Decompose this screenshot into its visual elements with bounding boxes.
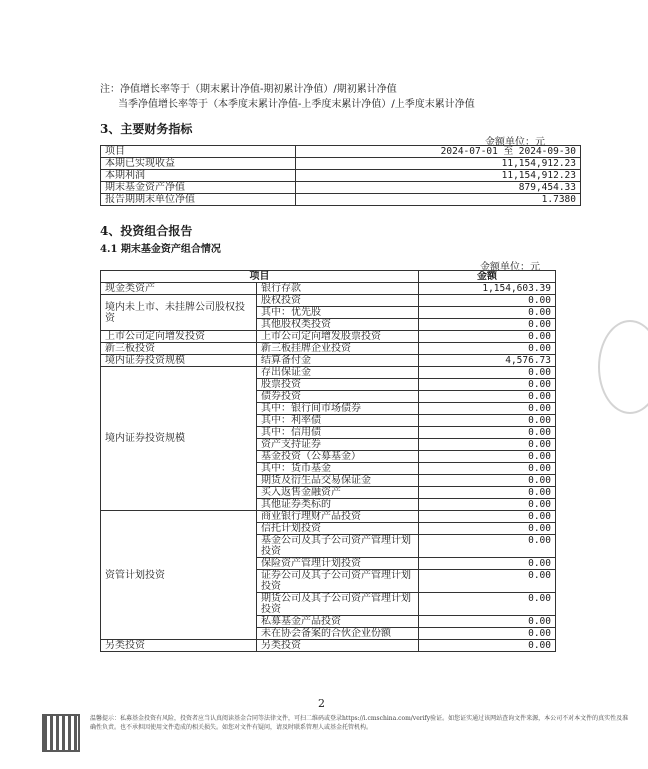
item-value: 0.00	[419, 593, 556, 616]
item-label: 资产支持证券	[257, 439, 419, 451]
item-label: 股权投资	[257, 295, 419, 307]
section-3-unit: 金额单位：元	[485, 137, 545, 148]
item-value: 0.00	[419, 475, 556, 487]
row-value: 879,454.33	[296, 182, 581, 194]
item-label: 银行存款	[257, 283, 419, 295]
item-label: 信托计划投资	[257, 523, 419, 535]
item-label: 保险资产管理计划投资	[257, 558, 419, 570]
footer-disclaimer: 温馨提示：私募基金投资有风险，投资者应当认真阅读基金合同等法律文件，可扫二维码或登录https://i.cmschina.com/verify验证。如您证实通过该网站查询文件来源，本公司不对本文件的真实性及准确性负责。也不承担因使用文件造成的相关损失。如您对文件有疑问，请及时联系管理人或基金托管机构。	[90, 715, 629, 731]
item-value: 0.00	[419, 307, 556, 319]
item-label: 未在协会备案的合伙企业份额	[257, 628, 419, 640]
table-row	[101, 511, 556, 523]
item-value: 0.00	[419, 558, 556, 570]
item-label: 其中：信用债	[257, 427, 419, 439]
item-label: 其中：优先股	[257, 307, 419, 319]
table-row	[101, 295, 556, 307]
item-label: 股票投资	[257, 379, 419, 391]
item-label: 基金投资（公募基金）	[257, 451, 419, 463]
group-label: 境内证券投资规模	[101, 355, 257, 367]
item-value: 0.00	[419, 367, 556, 379]
table-row	[101, 640, 556, 652]
item-label: 结算备付金	[257, 355, 419, 367]
item-value: 0.00	[419, 487, 556, 499]
header-period: 2024-07-01 至 2024-09-30	[296, 146, 581, 158]
item-label: 另类投资	[257, 640, 419, 652]
item-value: 0.00	[419, 570, 556, 593]
group-label: 资管计划投资	[101, 511, 257, 640]
item-label: 买入返售金融资产	[257, 487, 419, 499]
item-label: 商业银行理财产品投资	[257, 511, 419, 523]
item-label: 其中：利率债	[257, 415, 419, 427]
item-label: 其中：银行间市场债券	[257, 403, 419, 415]
group-label: 上市公司定向增发投资	[101, 331, 257, 343]
item-label: 期货及衍生品交易保证金	[257, 475, 419, 487]
item-label: 其他证券类标的	[257, 499, 419, 511]
item-value: 0.00	[419, 523, 556, 535]
row-label: 本期已实现收益	[101, 158, 296, 170]
table-row	[101, 170, 581, 182]
table-row	[101, 271, 556, 283]
table-row	[101, 331, 556, 343]
note-line-1: 注：净值增长率等于（期末累计净值-期初累计净值）/期初累计净值	[100, 84, 397, 95]
group-label: 另类投资	[101, 640, 257, 652]
table-row	[101, 182, 581, 194]
page-number: 2	[318, 697, 325, 710]
item-label: 上市公司定向增发股票投资	[257, 331, 419, 343]
item-label: 基金公司及其子公司资产管理计划投资	[257, 535, 419, 558]
item-value: 1,154,603.39	[419, 283, 556, 295]
row-label: 期末基金资产净值	[101, 182, 296, 194]
row-value: 11,154,912.23	[296, 158, 581, 170]
item-label: 存出保证金	[257, 367, 419, 379]
item-label: 债券投资	[257, 391, 419, 403]
group-label: 境内未上市、未挂牌公司股权投资	[101, 295, 257, 331]
group-label: 新三板投资	[101, 343, 257, 355]
header-amount: 金额	[419, 271, 556, 283]
row-value: 1.7380	[296, 194, 581, 206]
table-row	[101, 158, 581, 170]
group-label: 现金类资产	[101, 283, 257, 295]
group-label: 境内证券投资规模	[101, 367, 257, 511]
item-value: 0.00	[419, 391, 556, 403]
item-label: 其他股权类投资	[257, 319, 419, 331]
qr-code-icon	[42, 714, 80, 752]
section-4-1-title: 4.1 期末基金资产组合情况	[100, 244, 221, 255]
item-value: 0.00	[419, 628, 556, 640]
item-label: 私募基金产品投资	[257, 616, 419, 628]
header-item: 项目	[101, 271, 419, 283]
table-row	[101, 367, 556, 379]
row-value: 11,154,912.23	[296, 170, 581, 182]
item-value: 0.00	[419, 451, 556, 463]
item-value: 0.00	[419, 319, 556, 331]
item-value: 0.00	[419, 499, 556, 511]
asset-portfolio-table	[100, 270, 556, 652]
item-label: 期货公司及其子公司资产管理计划投资	[257, 593, 419, 616]
table-row	[101, 343, 556, 355]
row-label: 报告期期末单位净值	[101, 194, 296, 206]
section-4-title: 4、投资组合报告	[100, 224, 193, 238]
seal-stamp	[598, 320, 648, 414]
table-row	[101, 355, 556, 367]
item-value: 0.00	[419, 535, 556, 558]
item-label: 其中：货币基金	[257, 463, 419, 475]
item-value: 0.00	[419, 379, 556, 391]
note-line-2: 当季净值增长率等于（本季度末累计净值-上季度末累计净值）/上季度末累计净值	[118, 99, 475, 110]
section-3-title: 3、主要财务指标	[100, 122, 193, 136]
item-value: 0.00	[419, 403, 556, 415]
item-value: 0.00	[419, 427, 556, 439]
row-label: 本期利润	[101, 170, 296, 182]
table-row	[101, 194, 581, 206]
table-row	[101, 146, 581, 158]
item-value: 0.00	[419, 640, 556, 652]
item-value: 0.00	[419, 343, 556, 355]
item-value: 0.00	[419, 415, 556, 427]
item-value: 0.00	[419, 439, 556, 451]
table-row	[101, 283, 556, 295]
item-value: 0.00	[419, 616, 556, 628]
item-value: 0.00	[419, 463, 556, 475]
item-value: 0.00	[419, 295, 556, 307]
header-item: 项目	[101, 146, 296, 158]
item-value: 0.00	[419, 331, 556, 343]
item-value: 0.00	[419, 511, 556, 523]
item-label: 证券公司及其子公司资产管理计划投资	[257, 570, 419, 593]
item-value: 4,576.73	[419, 355, 556, 367]
section-4-unit: 金额单位：元	[480, 262, 540, 273]
financial-indicators-table	[100, 145, 581, 206]
item-label: 新三板挂牌企业投资	[257, 343, 419, 355]
